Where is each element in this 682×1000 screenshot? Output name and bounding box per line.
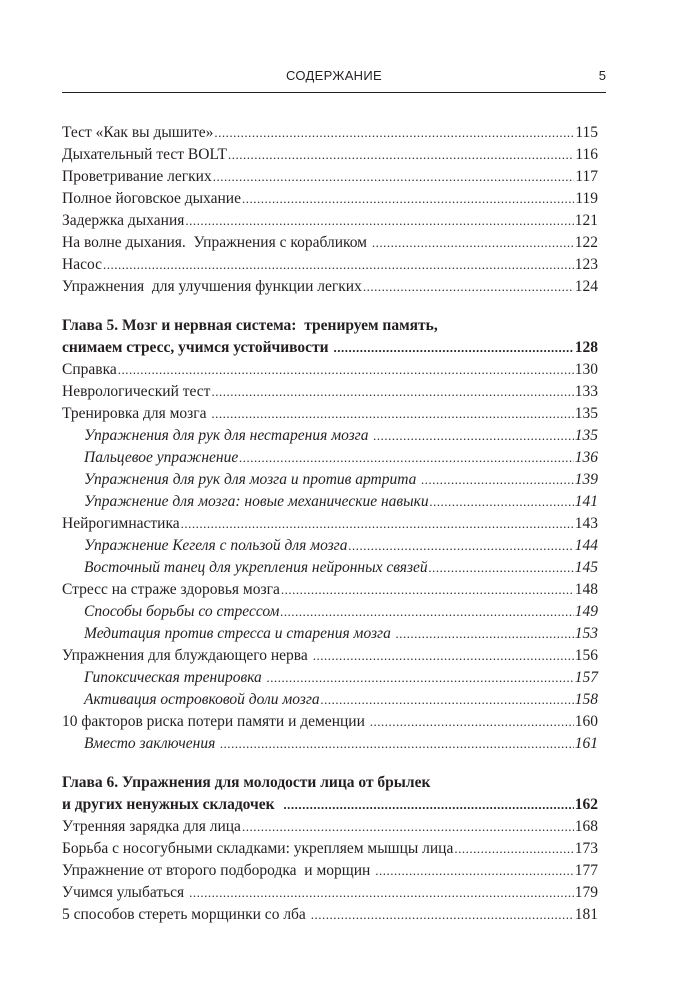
toc-subentry[interactable] [62,557,598,579]
dot-leader [370,711,574,733]
dot-leader [103,254,574,276]
dot-leader [118,359,574,381]
toc-entry[interactable] [62,904,598,926]
chapter-title-line: Глава 5. Мозг и нервная система: тренируем память, [62,317,438,334]
toc-entry[interactable] [62,254,598,276]
dot-leader [214,122,574,144]
table-of-contents [62,122,598,926]
toc-entry[interactable] [62,166,598,188]
dot-leader [211,403,573,425]
toc-entry[interactable] [62,860,598,882]
entry-page-number: 139 [574,471,598,488]
dot-leader [375,860,574,882]
toc-subentry[interactable] [62,601,598,623]
entry-title: Неврологический тест [62,383,211,400]
dot-leader [242,188,574,210]
dot-leader [421,469,574,491]
entry-title: 10 факторов риска потери памяти и деменции [62,713,369,730]
entry-page-number: 144 [574,537,598,554]
toc-entry[interactable] [62,276,598,298]
entry-page-number: 133 [574,383,598,400]
entry-title: Задержка дыхания [62,212,185,229]
entry-page-number: 122 [574,234,598,251]
page-number: 5 [598,68,606,83]
entry-title: Тренировка для мозга [62,405,211,422]
dot-leader [396,623,574,645]
dot-leader [454,838,573,860]
toc-subentry[interactable] [62,535,598,557]
toc-entry[interactable] [62,645,598,667]
toc-entry[interactable] [62,122,598,144]
dot-leader [313,645,574,667]
entry-title: Справка [62,361,117,378]
entry-page-number: 160 [574,713,598,730]
toc-subentry[interactable] [62,491,598,513]
dot-leader [372,232,574,254]
entry-page-number: 130 [574,361,598,378]
entry-title: Упражнения для рук для нестарения мозга [84,427,373,444]
dot-leader [239,447,574,469]
entry-title: Проветривание легких [62,168,212,185]
entry-page-number: 117 [575,168,598,185]
toc-subentry[interactable] [62,623,598,645]
dot-leader [348,535,573,557]
toc-subentry[interactable] [62,733,598,755]
entry-page-number: 121 [574,212,598,229]
entry-page-number: 119 [575,190,598,207]
toc-subentry[interactable] [62,447,598,469]
entry-page-number: 168 [574,818,598,835]
entry-title: Упражнения для рук для мозга и против артрита [84,471,421,488]
entry-title: Упражнения для улучшения функции легких [62,278,362,295]
toc-entry[interactable] [62,513,598,535]
toc-entry[interactable] [62,838,598,860]
entry-page-number: 153 [574,625,598,642]
entry-title: Способы борьбы со стрессом [84,603,280,620]
toc-entry[interactable] [62,579,598,601]
entry-page-number: 124 [574,278,598,295]
entry-title: Пальцевое упражнение [84,449,239,466]
toc-subentry[interactable] [62,689,598,711]
entry-title: Упражнение Кегеля с пользой для мозга [84,537,348,554]
dot-leader [267,667,574,689]
entry-page-number: 143 [574,515,598,532]
entry-page-number: 157 [574,669,598,686]
entry-page-number: 177 [574,862,598,879]
dot-leader [228,144,574,166]
entry-title: 5 способов стереть морщинки со лба [62,906,310,923]
dot-leader [283,794,573,816]
dot-leader [311,904,574,926]
entry-page-number: 135 [574,427,598,444]
dot-leader [280,601,573,623]
entry-title: Упражнение от второго подбородка и морщин [62,862,375,879]
toc-subentry[interactable] [62,425,598,447]
dot-leader [211,381,573,403]
entry-title: Вместо заключения [84,735,220,752]
chapter-title-line: и других ненужных складочек [62,796,283,813]
entry-page-number: 141 [574,493,598,510]
toc-subentry[interactable] [62,469,598,491]
dot-leader [220,733,574,755]
entry-page-number: 161 [574,735,598,752]
dot-leader [189,882,574,904]
dot-leader [213,166,575,188]
entry-title: На волне дыхания. Упражнения с корабликом [62,234,371,251]
entry-title: Борьба с носогубными складками: укрепляем мышцы лица [62,840,454,857]
entry-title: Насос [62,256,102,273]
chapter-page-number: 128 [574,339,598,356]
entry-page-number: 136 [574,449,598,466]
toc-entry[interactable] [62,711,598,733]
header-title: СОДЕРЖАНИЕ [285,68,382,83]
chapter-entry[interactable] [62,794,598,816]
toc-entry[interactable] [62,210,598,232]
dot-leader [429,557,574,579]
chapter-title-line: снимаем стресс, учимся устойчивости [62,339,333,356]
entry-title: Активация островковой доли мозга [84,691,320,708]
entry-title: Тест «Как вы дышите» [62,124,214,141]
toc-entry[interactable] [62,816,598,838]
toc-entry[interactable] [62,144,598,166]
entry-title: Упражнение для мозга: новые механические навыки [84,493,429,510]
entry-title: Гипоксическая тренировка [84,669,266,686]
dot-leader [373,425,573,447]
running-header [62,64,606,93]
entry-title: Учимся улыбаться [62,884,189,901]
dot-leader [185,210,573,232]
dot-leader [334,337,574,359]
entry-page-number: 135 [574,405,598,422]
entry-page-number: 123 [574,256,598,273]
entry-page-number: 181 [574,906,598,923]
toc-entry[interactable] [62,403,598,425]
dot-leader [430,491,574,513]
chapter-page-number: 162 [574,796,598,813]
entry-title: Медитация против стресса и старения мозга [84,625,395,642]
entry-title: Нейрогимнастика [62,515,180,532]
entry-page-number: 173 [574,840,598,857]
entry-page-number: 148 [574,581,598,598]
entry-page-number: 116 [575,146,598,163]
dot-leader [281,579,574,601]
dot-leader [242,816,574,838]
entry-page-number: 158 [574,691,598,708]
dot-leader [181,513,574,535]
entry-title: Полное йоговское дыхание [62,190,241,207]
entry-page-number: 156 [574,647,598,664]
entry-title: Восточный танец для укрепления нейронных связей [84,559,428,576]
toc-subentry[interactable] [62,667,598,689]
toc-entry[interactable] [62,232,598,254]
entry-page-number: 115 [575,124,598,141]
toc-entry[interactable] [62,188,598,210]
dot-leader [321,689,574,711]
entry-title: Упражнения для блуждающего нерва [62,647,312,664]
entry-page-number: 179 [574,884,598,901]
toc-entry[interactable] [62,359,598,381]
entry-title: Утренняя зарядка для лица [62,818,241,835]
dot-leader [363,276,574,298]
entry-title: Стресс на страже здоровья мозга [62,581,280,598]
toc-entry[interactable] [62,381,598,403]
entry-page-number: 149 [574,603,598,620]
chapter-title-line: Глава 6. Упражнения для молодости лица от брылек [62,774,431,791]
entry-page-number: 145 [574,559,598,576]
entry-title: Дыхательный тест BOLT [62,146,227,163]
toc-entry[interactable] [62,882,598,904]
chapter-entry[interactable] [62,337,598,359]
